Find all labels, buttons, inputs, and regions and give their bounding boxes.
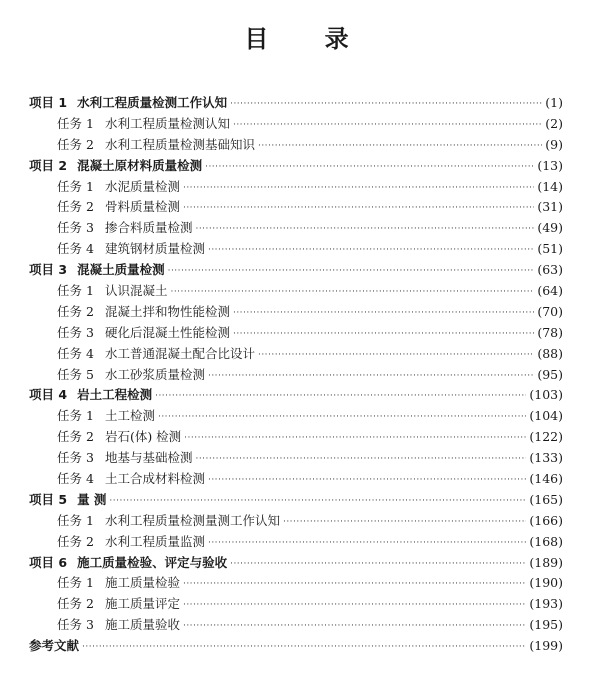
toc-entry-title: 建筑钢材质量检测 — [104, 241, 205, 257]
toc-task-entry[interactable] — [29, 615, 563, 636]
toc-entry-number: 任务 1 — [57, 178, 94, 194]
toc-task-entry[interactable] — [29, 427, 563, 448]
dot-leader — [230, 94, 542, 115]
toc-entry-number: 任务 2 — [57, 596, 94, 612]
toc-project-entry[interactable] — [29, 260, 563, 281]
toc-entry-title: 施工质量检验 — [104, 575, 180, 591]
toc-entry-title: 混凝土拌和物性能检测 — [104, 303, 230, 319]
dot-leader — [82, 637, 526, 658]
toc-entry-title: 水利工程质量检测工作认知 — [77, 95, 228, 110]
dot-leader — [183, 574, 526, 595]
dot-leader — [233, 303, 534, 324]
toc-entry-title: 掺合料质量检测 — [104, 220, 193, 236]
toc-entry-number: 任务 5 — [57, 366, 94, 382]
toc-project-entry[interactable] — [29, 553, 563, 574]
toc-page-number: (49) — [537, 220, 563, 236]
toc-page-number: (64) — [537, 283, 563, 299]
toc-entry-number: 任务 2 — [57, 136, 94, 152]
toc-entry-number: 项目 5 — [29, 491, 68, 507]
toc-entry-title: 岩土工程检测 — [77, 387, 153, 403]
toc-entry-number: 项目 1 — [29, 95, 68, 110]
toc-entry-title: 土工检测 — [104, 408, 155, 424]
toc-page-number: (9) — [545, 136, 563, 152]
toc-project-entry[interactable] — [29, 636, 563, 657]
toc-page-number: (88) — [537, 345, 563, 361]
toc-page-number: (190) — [529, 575, 563, 591]
toc-entry-number: 项目 6 — [29, 554, 68, 570]
dot-leader — [208, 470, 526, 491]
toc-entry-number: 项目 4 — [29, 387, 68, 403]
toc-page-number: (63) — [537, 262, 563, 278]
toc-entry-number: 任务 2 — [57, 429, 94, 445]
toc-entry-title: 施工质量检验、评定与验收 — [77, 554, 228, 570]
toc-entry-number: 任务 2 — [57, 199, 94, 215]
toc-entry-number: 任务 2 — [57, 533, 94, 549]
toc-task-entry[interactable] — [29, 573, 563, 594]
toc-page-number: (133) — [529, 450, 563, 466]
toc-page-number: (122) — [529, 429, 563, 445]
toc-entry-number: 任务 1 — [57, 408, 94, 424]
dot-leader — [195, 219, 534, 240]
dot-leader — [208, 366, 534, 387]
dot-leader — [283, 512, 526, 533]
toc-page-number: (146) — [529, 471, 563, 487]
toc-page-number: (199) — [529, 638, 563, 654]
toc-task-entry[interactable] — [29, 239, 563, 260]
toc-page-number: (189) — [529, 554, 563, 570]
toc-page-number: (195) — [529, 617, 563, 633]
toc-page-number: (95) — [537, 366, 563, 382]
toc-entry-title: 土工合成材料检测 — [104, 471, 205, 487]
toc-task-entry[interactable] — [29, 197, 563, 218]
dot-leader — [233, 115, 542, 136]
page-title: 目 录 — [244, 25, 373, 53]
dot-leader — [158, 407, 526, 428]
toc-page-number: (31) — [537, 199, 563, 215]
toc-project-entry[interactable] — [29, 490, 563, 511]
toc-entry-title: 混凝土质量检测 — [77, 262, 165, 278]
toc-project-entry[interactable] — [29, 156, 563, 177]
toc-project-entry[interactable] — [29, 93, 563, 114]
toc-entry-number: 任务 3 — [57, 617, 94, 633]
dot-leader — [170, 282, 534, 303]
toc-entry-title: 岩石(体) 检测 — [104, 429, 182, 445]
toc-task-entry[interactable] — [29, 302, 563, 323]
dot-leader — [208, 240, 534, 261]
dot-leader — [208, 533, 526, 554]
toc-entry-number: 任务 3 — [57, 450, 94, 466]
toc-entry-number: 项目 2 — [29, 157, 68, 173]
dot-leader — [183, 616, 526, 637]
toc-entry-number: 任务 3 — [57, 220, 94, 236]
toc-page-number: (165) — [529, 491, 563, 507]
toc-entry-number: 任务 4 — [57, 471, 94, 487]
toc-task-entry[interactable] — [29, 177, 563, 198]
toc-entry-number: 任务 3 — [57, 324, 94, 340]
toc-entry-title: 水利工程质量检测量测工作认知 — [104, 512, 280, 528]
toc-entry-number: 任务 4 — [57, 241, 94, 257]
toc-task-entry[interactable] — [29, 448, 563, 469]
dot-leader — [109, 491, 526, 512]
toc-entry-title: 水利工程质量检测基础知识 — [104, 136, 255, 152]
toc-entry-title: 水工砂浆质量检测 — [104, 366, 205, 382]
toc-task-entry[interactable] — [29, 365, 563, 386]
toc-task-entry[interactable] — [29, 218, 563, 239]
toc-entry-title: 参考文献 — [29, 638, 80, 654]
toc-entry-title: 认识混凝土 — [104, 283, 168, 299]
dot-leader — [205, 157, 534, 178]
toc-task-entry[interactable] — [29, 135, 563, 156]
dot-leader — [168, 261, 535, 282]
toc-task-entry[interactable] — [29, 511, 563, 532]
toc-entry-title: 水利工程质量检测认知 — [104, 115, 230, 131]
toc-page-number: (78) — [537, 324, 563, 340]
dot-leader — [155, 386, 526, 407]
toc-task-entry[interactable] — [29, 344, 563, 365]
toc-page-number: (2) — [545, 115, 563, 131]
toc-task-entry[interactable] — [29, 532, 563, 553]
toc-entry-number: 任务 2 — [57, 303, 94, 319]
toc-entry-number: 任务 1 — [57, 575, 94, 591]
dot-leader — [184, 428, 526, 449]
dot-leader — [183, 178, 534, 199]
toc-page-number: (104) — [529, 408, 563, 424]
dot-leader — [258, 345, 534, 366]
toc-entry-title: 水工普通混凝土配合比设计 — [104, 345, 255, 361]
toc-project-entry[interactable] — [29, 385, 563, 406]
dot-leader — [258, 136, 542, 157]
toc-entry-number: 任务 1 — [57, 512, 94, 528]
toc-entry-title: 地基与基础检测 — [104, 450, 193, 466]
toc-page-number: (103) — [529, 387, 563, 403]
toc-task-entry[interactable] — [29, 469, 563, 490]
toc-task-entry[interactable] — [29, 406, 563, 427]
dot-leader — [233, 324, 534, 345]
toc-entry-number: 任务 1 — [57, 283, 94, 299]
dot-leader — [183, 198, 534, 219]
toc-page-number: (51) — [537, 241, 563, 257]
toc-entry-number: 项目 3 — [29, 262, 68, 278]
dot-leader — [230, 554, 526, 575]
toc-entry-title: 水泥质量检测 — [104, 178, 180, 194]
toc-page-number: (168) — [529, 533, 563, 549]
toc-entry-number: 任务 4 — [57, 345, 94, 361]
toc-entry-title: 硬化后混凝土性能检测 — [104, 324, 230, 340]
toc-page-number: (166) — [529, 512, 563, 528]
toc-page-number: (1) — [545, 95, 563, 110]
toc-page-number: (193) — [529, 596, 563, 612]
toc-page-number: (14) — [537, 178, 563, 194]
toc-entry-title: 施工质量验收 — [104, 617, 180, 633]
toc-page-number: (13) — [537, 157, 563, 173]
toc-entry-title: 量 测 — [77, 491, 107, 507]
toc-page-number: (70) — [537, 303, 563, 319]
toc-task-entry[interactable] — [29, 323, 563, 344]
toc-entry-number: 任务 1 — [57, 115, 94, 131]
dot-leader — [195, 449, 526, 470]
toc-entry-title: 骨料质量检测 — [104, 199, 180, 215]
toc-task-entry[interactable] — [29, 114, 563, 135]
toc-entry-title: 混凝土原材料质量检测 — [77, 157, 203, 173]
toc-entry-title: 施工质量评定 — [104, 596, 180, 612]
toc-task-entry[interactable] — [29, 281, 563, 302]
toc-entry-title: 水利工程质量监测 — [104, 533, 205, 549]
toc-task-entry[interactable] — [29, 594, 563, 615]
dot-leader — [183, 595, 526, 616]
table-of-contents — [29, 93, 563, 657]
